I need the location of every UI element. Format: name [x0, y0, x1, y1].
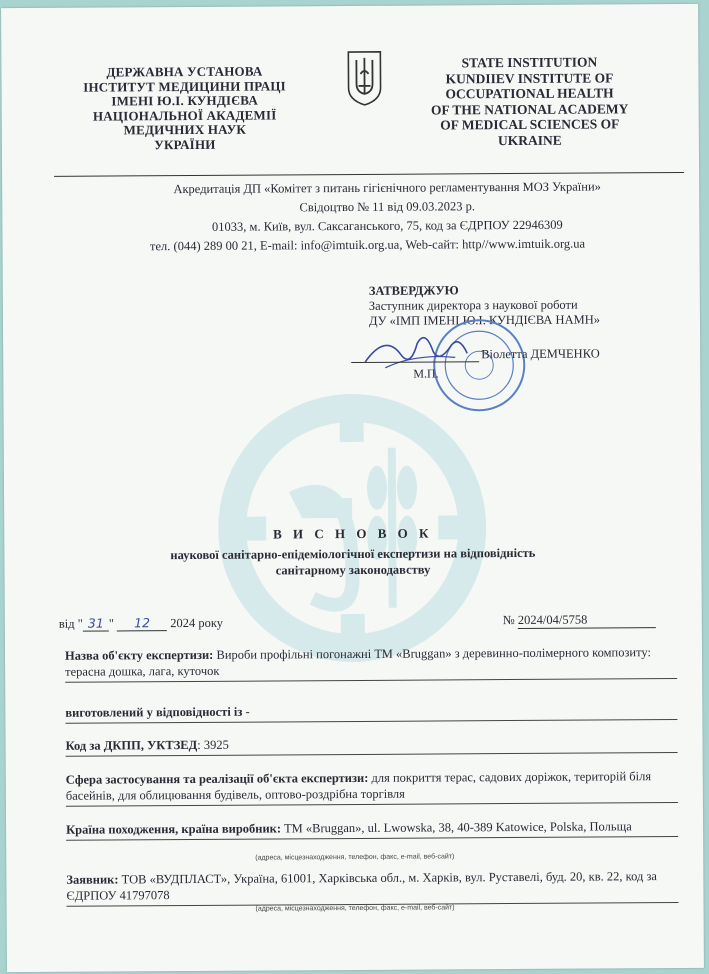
approval-org: ДУ «ІМП ІМЕНІ Ю.І. КУНДІЄВА НАМН»	[368, 312, 601, 328]
date-number-row: від " 31 " 12 2024 року № 2024/04/5758	[59, 612, 689, 632]
object-label: Назва об'єкту експертизи:	[64, 647, 214, 663]
header-left-line: ДЕРЖАВНА УСТАНОВА	[106, 63, 263, 80]
made-according-field	[65, 701, 677, 724]
applicant-field	[66, 868, 678, 907]
object-value: Вироби профільні погонажні ТМ «Bruggan» з деревинно-полімерного композиту: терасна дошка, лага, куточок	[65, 645, 651, 679]
scope-field	[66, 768, 678, 807]
country-caption: (адреса, місцезнаходження, телефон, факс, e-mail, веб-сайт)	[255, 853, 455, 862]
made-value: -	[245, 704, 250, 719]
seal-label: М.П.	[413, 366, 439, 381]
header-right-line: OF MEDICAL SCIENCES OF	[440, 116, 620, 133]
code-field	[66, 734, 678, 757]
country-value: ТМ «Bruggan», ul. Lwowska, 38, 40-389 Katowice, Polska, Польща	[284, 819, 632, 836]
header-left-line: УКРАЇНИ	[154, 136, 216, 152]
code-value: : 3925	[197, 737, 229, 752]
date-prefix: від	[58, 616, 75, 631]
header-right-line: OF THE NATIONAL ACADEMY	[430, 100, 629, 118]
header-right-line: OCCUPATIONAL HEALTH	[445, 85, 614, 102]
made-label: виготовлений у відповідності із	[65, 704, 243, 720]
document-subtitle: санітарному законодавству	[275, 562, 431, 578]
header-left-line: НАЦІОНАЛЬНОЇ АКАДЕМІЇ	[92, 106, 277, 124]
code-label: Код за ДКПП, УКТЗЕД	[65, 737, 198, 753]
contacts-line: тел. (044) 289 00 21, E-mail: info@imtuik.org.ua, Web-сайт: http//www.imtuik.org.ua	[149, 236, 586, 254]
accreditation-block	[92, 177, 682, 257]
applicant-value: ТОВ «ВУДПЛАСТ», Україна, 61001, Харківська обл., м. Харків, вул. Руставелі, буд. 20, кв. 22, код за ЄДРПОУ 41797078	[66, 869, 657, 903]
scope-value: для покриття терас, садових доріжок, територій біля басейнів, для облицювання будівель, оптово-роздрібна торгівля	[65, 769, 652, 803]
header-right-line: KUNDIIEV INSTITUTE OF	[445, 69, 614, 86]
date-year: 2024 року	[170, 615, 223, 631]
header-right-line: STATE INSTITUTION	[461, 54, 598, 71]
header-left-line: ІНСТИТУТ МЕДИЦИНИ ПРАЦІ	[83, 77, 286, 95]
header-left-line: ІМЕНІ Ю.І. КУНДІЄВА	[111, 92, 258, 109]
trident-coat-of-arms-icon	[344, 48, 384, 108]
document-title-block	[4, 524, 701, 580]
approval-title: ЗАТВЕРДЖУЮ	[368, 283, 459, 298]
header-left-ua	[59, 64, 310, 153]
approval-position: Заступник директора з наукової роботи	[368, 297, 578, 313]
header-left-line: МЕДИЧНИХ НАУК	[123, 121, 247, 138]
document-page	[1, 4, 704, 972]
applicant-caption: (адреса, місцезнаходження, телефон, факс, e-mail, веб-сайт)	[255, 904, 455, 913]
applicant-label: Заявник:	[66, 872, 119, 887]
date-day: 31	[83, 615, 109, 631]
signatory-name: Віолетта ДЕМЧЕНКО	[481, 346, 600, 362]
object-field	[65, 644, 677, 683]
document-title: В И С Н О В О К	[273, 525, 433, 542]
header-right-line: UKRAINE	[497, 132, 562, 148]
number-prefix: №	[502, 613, 515, 628]
address-line: 01033, м. Київ, вул. Саксаганського, 75, код за ЄДРПОУ 22946309	[211, 217, 563, 234]
accreditation-line: Акредитація ДП «Комітет з питань гігієнічного регламентування МОЗ України»	[173, 179, 601, 197]
header-divider	[54, 172, 684, 177]
document-number: 2024/04/5758	[518, 612, 656, 629]
certificate-line: Свідоцтво № 11 від 09.03.2023 р.	[299, 199, 476, 215]
header-right-en	[409, 54, 650, 148]
country-label: Країна походження, країна виробник:	[66, 821, 282, 837]
country-field	[66, 818, 678, 841]
date-month: 12	[117, 615, 167, 631]
document-subtitle: наукової санітарно-епідеміологічної експертизи на відповідність	[170, 545, 536, 563]
scope-label: Сфера застосування та реалізації об'єкта експертизи:	[65, 770, 369, 787]
